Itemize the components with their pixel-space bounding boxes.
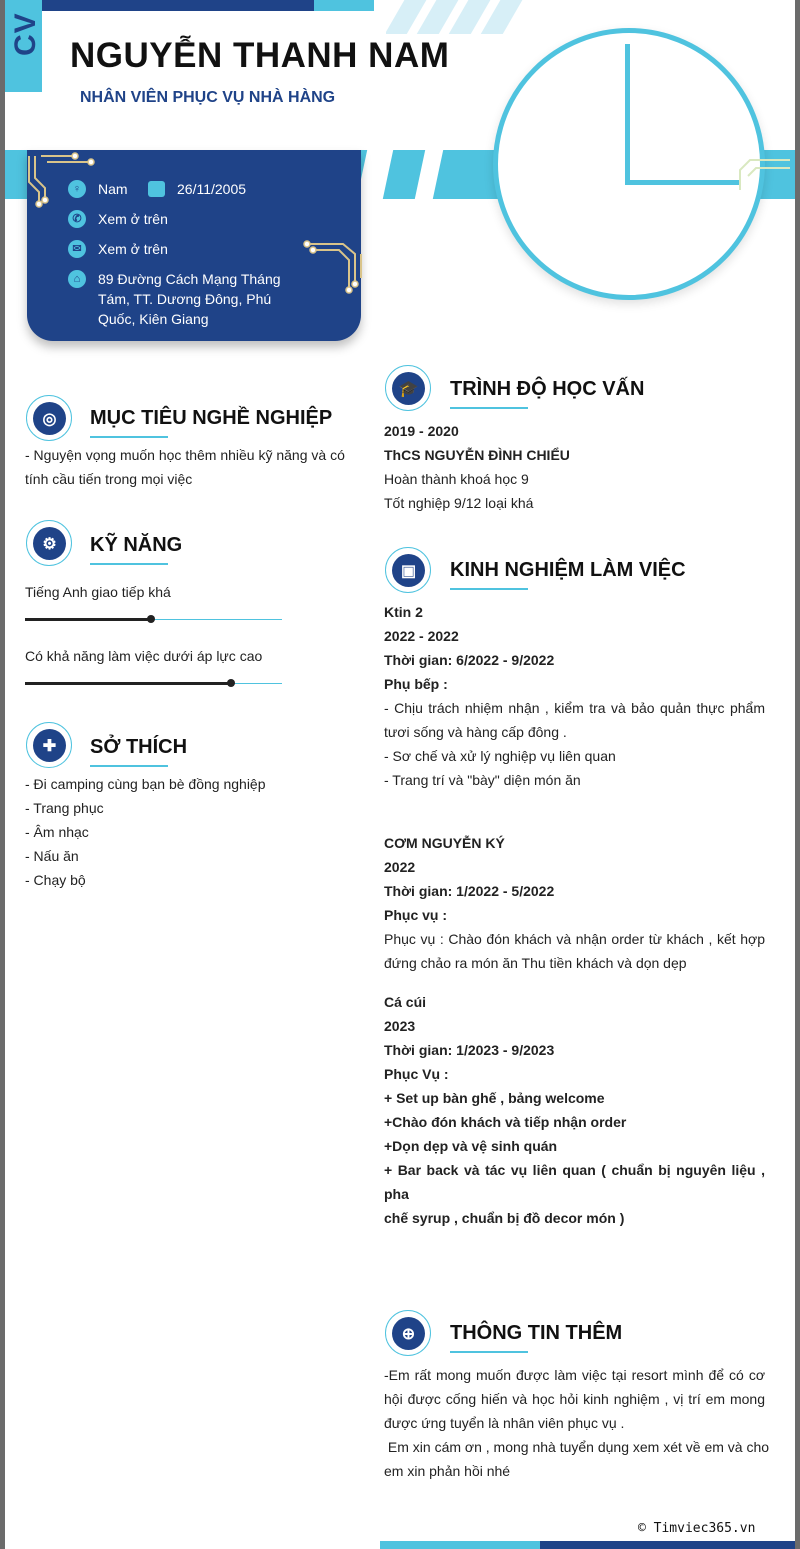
skill-label: Tiếng Anh giao tiếp khá	[25, 584, 171, 600]
skills-title: KỸ NĂNG	[90, 534, 183, 556]
gender-icon: ♀	[68, 180, 86, 198]
puzzle-icon: ✚	[26, 722, 72, 768]
address-value: 89 Đường Cách Mạng Tháng Tám, TT. Dương Đông, Phú Quốc, Kiên Giang	[98, 271, 281, 327]
target-icon: ◎	[26, 395, 72, 441]
hobbies-title: SỞ THÍCH	[90, 736, 188, 758]
objective-text: - Nguyện vọng muốn học thêm nhiều kỹ năng và có tính cầu tiến trong mọi việc	[25, 447, 345, 487]
objective-title: MỤC TIÊU NGHỀ NGHIỆP	[90, 407, 333, 429]
birthday-value: 26/11/2005	[177, 181, 247, 197]
phone-row	[68, 209, 168, 229]
circuit-decoration-icon	[730, 150, 795, 200]
page-border-left	[0, 0, 5, 1549]
education-title: TRÌNH ĐỘ HỌC VẤN	[450, 378, 645, 400]
skills-underline	[90, 563, 168, 565]
ring-hand-vertical	[625, 44, 630, 184]
list-item: - Nấu ăn	[25, 848, 79, 864]
job-year: 2022	[384, 859, 416, 875]
job-role: Phụ bếp :	[384, 676, 448, 692]
experience-title: KINH NGHIỆM LÀM VIỆC	[450, 559, 686, 581]
address-row	[68, 269, 281, 329]
job-entry: CƠM NGUYỄN KÝ 2022 Thời gian: 1/2022 - 5/2022 Phục vụ : Phục vụ : Chào đón khách và nhận order từ khách , kết hợp đứng chảo ra món ăn Thu tiền khách và dọn dẹp	[384, 831, 765, 975]
experience-underline	[450, 588, 528, 590]
list-item: - Âm nhạc	[25, 824, 89, 840]
circuit-decoration-icon	[303, 238, 378, 296]
bottom-accent-bar	[540, 1541, 795, 1549]
job-time: Thời gian: 6/2022 - 9/2022	[384, 652, 555, 668]
skill-bar-knob	[147, 615, 155, 623]
phone-icon: ✆	[68, 210, 86, 228]
list-item: - Trang phục	[25, 800, 104, 816]
top-accent-bar	[42, 0, 314, 11]
job-year: 2022 - 2022	[384, 628, 459, 644]
job-time: Thời gian: 1/2023 - 9/2023	[384, 1042, 555, 1058]
copyright: © Timviec365.vn	[638, 1521, 756, 1536]
job-role: Phục vụ :	[384, 907, 448, 923]
extra-underline	[450, 1351, 528, 1353]
education-period: 2019 - 2020	[384, 423, 459, 439]
skill-bar-fill	[25, 618, 151, 621]
hobbies-underline	[90, 765, 168, 767]
email-row	[68, 239, 168, 259]
job-time: Thời gian: 1/2022 - 5/2022	[384, 883, 555, 899]
gender-value: Nam	[98, 181, 128, 197]
cv-label: CV	[9, 12, 42, 56]
birthday-row	[148, 179, 246, 199]
candidate-name: NGUYỄN THANH NAM	[70, 36, 450, 75]
header-stripes	[386, 0, 526, 34]
top-accent-bar-light	[314, 0, 374, 11]
calendar-icon	[148, 181, 165, 197]
job-title: NHÂN VIÊN PHỤC VỤ NHÀ HÀNG	[80, 89, 336, 106]
company-name: Cá cúi	[384, 994, 427, 1010]
school-name: ThCS NGUYỄN ĐÌNH CHIỂU	[384, 447, 570, 463]
company-name: CƠM NGUYỄN KÝ	[384, 835, 505, 851]
ring-hand-horizontal	[625, 180, 740, 185]
skills-icon: ⚙	[26, 520, 72, 566]
briefcase-icon: ▣	[385, 547, 431, 593]
circuit-decoration-icon	[25, 152, 100, 210]
list-item: - Đi camping cùng bạn bè đồng nghiệp	[25, 776, 266, 792]
job-entry: Ktin 2 2022 - 2022 Thời gian: 6/2022 - 9/2022 Phụ bếp : - Chịu trách nhiệm nhận , kiểm tra và bảo quản thực phẩm tươi sống và hàng cấp đông . - Sơ chế và xử lý nghiệp vụ liên quan - Trang trí và "bày" diện món ăn	[384, 600, 765, 792]
skill-bar-knob	[227, 679, 235, 687]
email-icon: ✉	[68, 240, 86, 258]
page-border-right	[795, 0, 800, 1549]
email-value: Xem ở trên	[98, 241, 168, 257]
phone-value: Xem ở trên	[98, 211, 168, 227]
education-block: 2019 - 2020 ThCS NGUYỄN ĐÌNH CHIỂU Hoàn thành khoá học 9 Tốt nghiệp 9/12 loại khá	[384, 419, 764, 515]
job-role: Phục Vụ :	[384, 1066, 449, 1082]
extra-text: -Em rất mong muốn được làm việc tại resort mình để có cơ hội được cống hiến và học hỏi kinh nghiệm , vị trí em mong được ứng tuyển là nhân viên phục vụ . Em xin cám ơn , mong nhà tuyển dụng xem xét về em và cho em xin phản hồi nhé	[384, 1367, 770, 1479]
objective-underline	[90, 436, 168, 438]
education-underline	[450, 407, 528, 409]
skill-label: Có khả năng làm việc dưới áp lực cao	[25, 648, 263, 664]
home-icon: ⌂	[68, 270, 86, 288]
graduation-cap-icon: 🎓	[385, 365, 431, 411]
job-entry: Cá cúi 2023 Thời gian: 1/2023 - 9/2023 Phục Vụ : + Set up bàn ghế , bảng welcome +Chào đón khách và tiếp nhận order +Dọn dẹp và vệ sinh quán + Bar back và tác vụ liên quan ( chuẩn bị nguyên liệu , pha chế syrup , chuẩn bị đồ decor món )	[384, 990, 765, 1230]
list-item: - Chạy bộ	[25, 872, 86, 888]
plus-circle-icon: ⊕	[385, 1310, 431, 1356]
company-name: Ktin 2	[384, 604, 423, 620]
skill-bar-fill	[25, 682, 231, 685]
hobbies-list	[25, 772, 266, 892]
bottom-accent-bar-light	[380, 1541, 540, 1549]
cv-tab	[5, 0, 42, 92]
extra-title: THÔNG TIN THÊM	[450, 1322, 623, 1344]
job-year: 2023	[384, 1018, 416, 1034]
